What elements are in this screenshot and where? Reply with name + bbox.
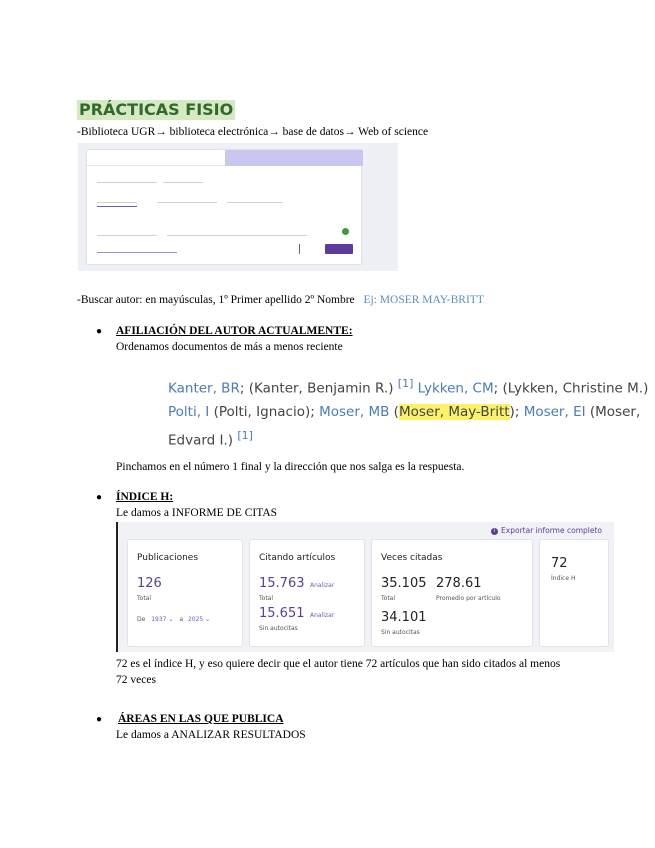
- author-fullname: (Kanter, Benjamin R.): [248, 380, 394, 397]
- h-index-value: 72: [551, 556, 568, 571]
- publications-value: 126: [137, 576, 162, 591]
- citing-self-sub: Sin autocitas: [259, 625, 298, 632]
- bullet-2-heading: ÍNDICE H:: [116, 491, 174, 503]
- author-fullname: Edvard I.): [168, 432, 234, 448]
- author-link[interactable]: Moser, EI: [523, 403, 586, 420]
- search-card: [86, 149, 362, 265]
- publications-sub: Total: [137, 595, 152, 602]
- authors-list: Kanter, BR; (Kanter, Benjamin R.) [1] Lykken, CM; (Lykken, Christine M.) Polti, I (Polti, Ignacio); Moser, MB (Moser, May-Britt); Moser, EI (Moser, Edvard I.) [1]: [168, 377, 649, 448]
- author-link[interactable]: Kanter, BR: [168, 380, 240, 397]
- times-cited-card: [371, 539, 533, 647]
- citing-title: Citando artículos: [259, 553, 336, 563]
- h-index-label: Índice H: [551, 575, 576, 582]
- tab-researchers: [225, 150, 363, 166]
- times-self-sub: Sin autocitas: [381, 629, 420, 636]
- search-button[interactable]: [325, 244, 353, 254]
- times-total-sub: Total: [381, 595, 396, 602]
- bullet-3-heading: ÁREAS EN LAS QUE PUBLICA: [118, 713, 284, 725]
- search-instructions-text: -Buscar autor: en mayúsculas, 1º Primer apellido 2º Nombre: [77, 294, 355, 306]
- navigation-path: -Biblioteca UGR→ biblioteca electrónica→ base de datos→ Web of science: [77, 126, 429, 138]
- search-form-screenshot: [78, 143, 398, 271]
- times-total: 35.105: [381, 576, 427, 591]
- author-fullname: (Lykken, Christine M.): [502, 380, 649, 397]
- bullet-2-after-2: 72 veces: [116, 674, 156, 686]
- citing-articles-card: [249, 539, 365, 647]
- search-instructions: [77, 293, 484, 307]
- to-year-select[interactable]: 2025: [187, 616, 204, 623]
- from-year-select[interactable]: 1937: [151, 616, 167, 623]
- publications-range: De 1937 ⌄ a 2025 ⌄: [137, 616, 211, 623]
- author-fullname-highlighted: Moser, May-Britt: [398, 403, 510, 420]
- times-average: 278.61: [436, 576, 482, 591]
- bullet-1-text: Ordenamos documentos de más a menos reciente: [116, 341, 343, 353]
- author-link[interactable]: Lykken, CM: [417, 380, 494, 397]
- author-affiliation-link[interactable]: [1]: [397, 377, 414, 390]
- h-index-card: [539, 539, 609, 647]
- search-example: Ej: MOSER MAY-BRITT: [363, 294, 484, 306]
- author-link[interactable]: Polti, I: [168, 403, 210, 420]
- citing-total-sub: Total: [259, 595, 274, 602]
- bullet-2-text: Le damos a INFORME DE CITAS: [116, 507, 278, 519]
- publications-card: [127, 539, 243, 647]
- author-link[interactable]: Moser, MB: [319, 403, 390, 420]
- clear-button[interactable]: [299, 244, 321, 254]
- author-affiliation-link[interactable]: [1]: [237, 428, 253, 442]
- page-title: PRÁCTICAS FISIO: [79, 100, 234, 119]
- times-self: 34.101: [381, 610, 427, 625]
- bullet-1-after: Pinchamos en el número 1 final y la dirección que nos salga es la respuesta.: [116, 461, 465, 473]
- times-average-sub: Promedio por artículo: [436, 595, 501, 602]
- tab-documents: [87, 150, 225, 166]
- author-fullname: (Polti, Ignacio): [213, 403, 311, 420]
- bullet-1-heading: AFILIACIÓN DEL AUTOR ACTUALMENTE:: [116, 325, 353, 337]
- publications-title: Publicaciones: [137, 553, 199, 563]
- author-fullname: (Moser,: [589, 403, 641, 420]
- citation-report-screenshot: [116, 522, 614, 652]
- analyze-link[interactable]: Analizar: [310, 612, 335, 619]
- export-report-link[interactable]: i Exportar informe completo: [491, 526, 602, 535]
- bullet-3-text: Le damos a ANALIZAR RESULTADOS: [116, 729, 306, 741]
- info-icon: i: [491, 528, 498, 535]
- citing-self: 15.651: [259, 606, 305, 621]
- search-status-icon: [342, 228, 349, 235]
- bullet-2-after: 72 es el índice H, y eso quiere decir que el autor tiene 72 artículos que han sido citados al menos: [116, 658, 561, 670]
- analyze-link[interactable]: Analizar: [310, 582, 335, 589]
- times-title: Veces citadas: [381, 553, 443, 563]
- bullet-3-marker: ●: [96, 714, 103, 725]
- bullet-1-marker: ●: [96, 326, 103, 337]
- bullet-2-marker: ●: [96, 492, 103, 503]
- citing-total: 15.763: [259, 576, 305, 591]
